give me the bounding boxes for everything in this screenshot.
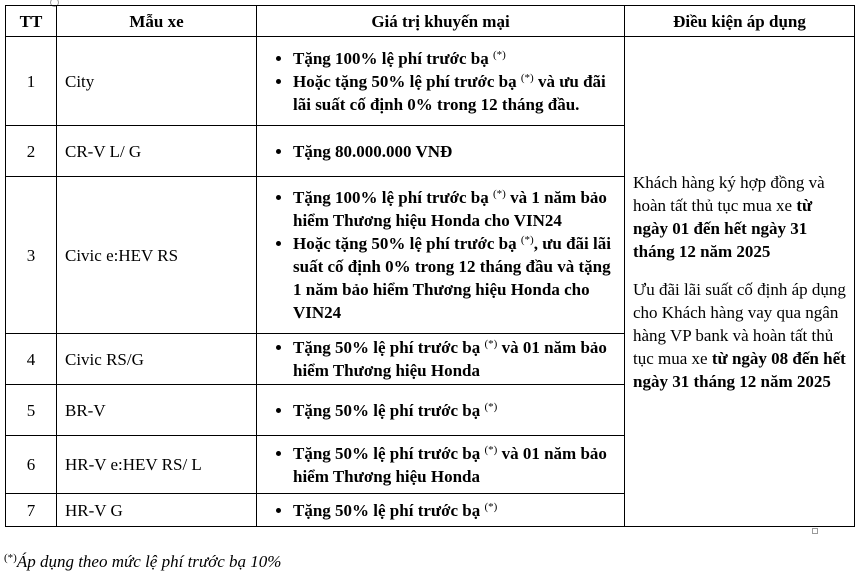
- footnote-marker: (*): [484, 400, 498, 413]
- table-resize-handle[interactable]: [812, 528, 818, 534]
- promotion-text: Tặng 50% lệ phí trước bạ: [293, 338, 485, 357]
- promotion-list: [265, 186, 620, 324]
- promotion-text: Tặng 50% lệ phí trước bạ: [293, 443, 485, 463]
- table-row: [6, 37, 855, 126]
- footnote: [4, 552, 281, 572]
- promotion-item: [293, 186, 620, 232]
- car-model: Civic RS/G: [57, 334, 257, 385]
- promotion-item: [293, 47, 620, 70]
- footnote-marker: (*): [484, 338, 498, 350]
- promotion-list: [265, 399, 620, 422]
- promotion-cell: [257, 126, 625, 177]
- promotion-list: [265, 140, 620, 163]
- condition-text: Ưu đãi lãi suất cố định áp dụng cho Khách hàng vay qua ngân hàng VP bank và hoàn tất thủ tục mua xe: [633, 279, 846, 368]
- promotion-cell: [257, 385, 625, 436]
- footnote-marker: (*): [520, 71, 534, 84]
- promotion-text-continued: và 01 năm bảo hiểm Thương hiệu Honda: [293, 338, 607, 380]
- header-tt: TT: [6, 6, 57, 37]
- promotion-item: [293, 442, 620, 488]
- car-model: Civic e:HEV RS: [57, 177, 257, 334]
- condition-interest-rate: [633, 278, 846, 393]
- promotion-list: [265, 442, 620, 488]
- footnote-marker: (*): [520, 234, 534, 246]
- promotion-item: [293, 140, 620, 163]
- promotion-cell: [257, 436, 625, 494]
- promotion-text: Tặng 50% lệ phí trước bạ: [293, 500, 485, 520]
- table-header-row: [6, 6, 855, 37]
- condition-date-range: từ ngày 01 đến hết ngày 31 tháng 12 năm 2025: [633, 195, 813, 261]
- condition-text: Khách hàng ký hợp đồng và hoàn tất thủ tục mua xe: [633, 172, 825, 215]
- condition-purchase-period: [633, 171, 846, 263]
- footnote-marker: (*): [484, 500, 498, 513]
- promotion-list: [265, 499, 620, 522]
- row-number: 4: [6, 334, 57, 385]
- footnote-text: Áp dụng theo mức lệ phí trước bạ 10%: [16, 552, 282, 571]
- promotion-text: Hoặc tặng 50% lệ phí trước bạ: [293, 71, 521, 91]
- car-model: HR-V G: [57, 494, 257, 527]
- footnote-marker: (*): [493, 188, 506, 200]
- row-number: 5: [6, 385, 57, 436]
- row-number: 1: [6, 37, 57, 126]
- footnote-mark: (*): [4, 552, 17, 564]
- promotion-text-continued: và ưu đãi lãi suất cố định 0% trong 12 tháng đầu.: [293, 71, 606, 114]
- promotion-list: [265, 47, 620, 116]
- promotion-text-continued: và 01 năm bảo hiểm Thương hiệu Honda: [293, 443, 607, 486]
- promotion-text: Tặng 50% lệ phí trước bạ: [293, 400, 485, 420]
- promotion-item: [293, 499, 620, 522]
- header-promo: Giá trị khuyến mại: [257, 6, 625, 37]
- promotion-cell: [257, 177, 625, 334]
- promotion-text: Tặng 80.000.000 VNĐ: [293, 141, 453, 161]
- promotion-item: [293, 399, 620, 422]
- row-number: 6: [6, 436, 57, 494]
- promotion-item: [293, 336, 620, 382]
- promotion-item: [293, 232, 620, 324]
- promotion-list: [265, 336, 620, 382]
- row-number: 3: [6, 177, 57, 334]
- promotion-text-continued: và 1 năm bảo hiểm Thương hiệu Honda cho VIN24: [293, 188, 607, 230]
- promotion-text-continued: , ưu đãi lãi suất cố định 0% trong 12 tháng đầu và tặng 1 năm bảo hiểm Thương hiệu Honda cho VIN24: [293, 234, 611, 322]
- row-number: 2: [6, 126, 57, 177]
- promotion-cell: [257, 334, 625, 385]
- promotion-text: Tặng 100% lệ phí trước bạ: [293, 188, 494, 207]
- car-model: CR-V L/ G: [57, 126, 257, 177]
- promotion-cell: [257, 37, 625, 126]
- promotion-item: [293, 70, 620, 116]
- footnote-marker: (*): [493, 48, 506, 61]
- header-condition: Điều kiện áp dụng: [625, 6, 855, 37]
- promotion-text: Tặng 100% lệ phí trước bạ: [293, 48, 494, 68]
- footnote-marker: (*): [484, 443, 498, 456]
- row-number: 7: [6, 494, 57, 527]
- car-model: BR-V: [57, 385, 257, 436]
- promotion-cell: [257, 494, 625, 527]
- promotion-text: Hoặc tặng 50% lệ phí trước bạ: [293, 234, 521, 253]
- condition-cell: [625, 37, 855, 527]
- car-model: HR-V e:HEV RS/ L: [57, 436, 257, 494]
- car-model: City: [57, 37, 257, 126]
- condition-date-range: từ ngày 08 đến hết ngày 31 tháng 12 năm 2025: [633, 348, 846, 391]
- promotion-table: [5, 5, 855, 527]
- header-model: Mẫu xe: [57, 6, 257, 37]
